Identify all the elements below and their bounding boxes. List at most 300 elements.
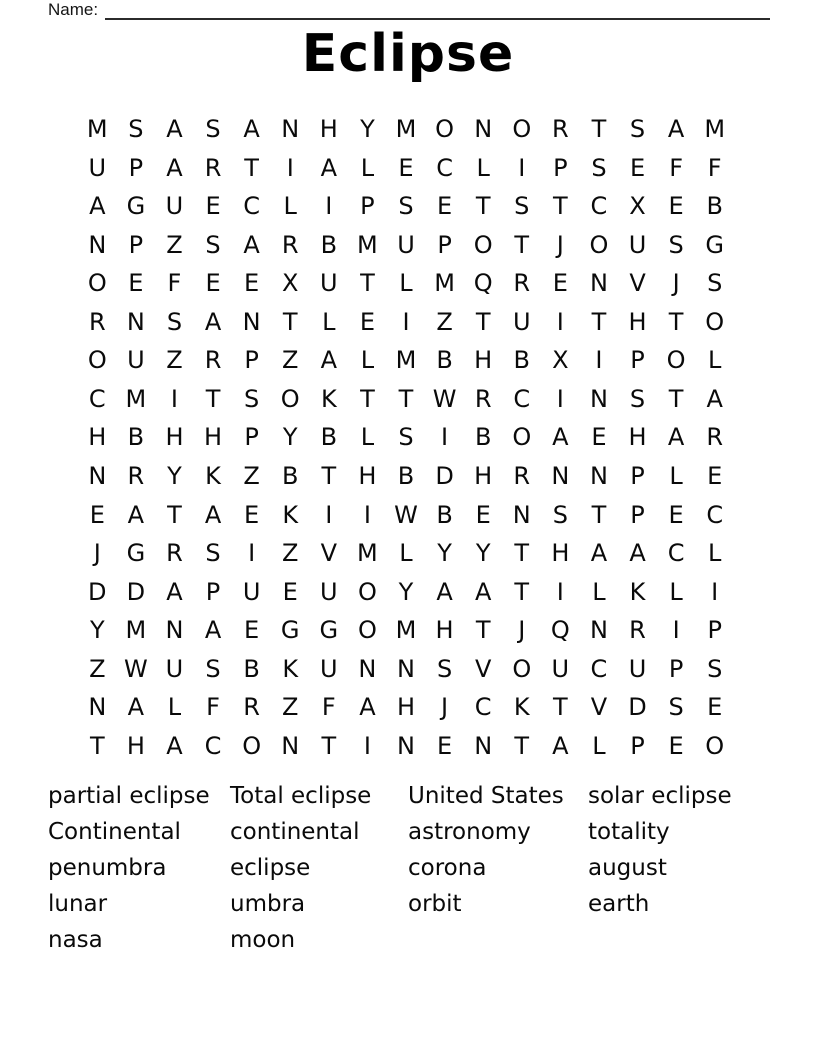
grid-cell: O xyxy=(357,577,377,606)
grid-cell: S xyxy=(629,384,646,413)
grid-cell: S xyxy=(552,500,568,529)
grid-cell: I xyxy=(363,500,371,529)
grid-cell: S xyxy=(398,192,414,221)
name-label: Name: xyxy=(48,0,99,19)
grid-cell: N xyxy=(358,654,377,683)
grid-cell: N xyxy=(126,307,145,336)
grid-cell: P xyxy=(244,423,259,452)
grid-cell: P xyxy=(630,346,645,375)
word-list-item: astronomy xyxy=(408,819,531,845)
grid-cell: R xyxy=(166,539,183,568)
grid-cell: N xyxy=(165,616,184,645)
grid-cell: G xyxy=(126,539,146,568)
grid-cell: H xyxy=(474,462,493,491)
grid-cell: P xyxy=(205,577,221,606)
grid-cell: T xyxy=(553,693,568,722)
word-list xyxy=(0,778,816,968)
grid-cell: Y xyxy=(89,616,105,645)
grid-cell: T xyxy=(514,230,530,259)
grid-cell: R xyxy=(204,153,222,182)
puzzle-title: Eclipse xyxy=(301,24,515,84)
grid-cell: E xyxy=(436,731,453,760)
grid-cell: O xyxy=(705,307,725,336)
grid-cell: B xyxy=(436,500,453,529)
grid-cell: N xyxy=(397,654,415,683)
grid-cell: E xyxy=(668,500,684,529)
grid-cell: E xyxy=(244,269,260,298)
word-list-item: Total eclipse xyxy=(230,783,372,809)
grid-cell: Q xyxy=(550,616,570,645)
word-list-item: earth xyxy=(588,891,650,917)
grid-cell: T xyxy=(360,384,375,413)
grid-cell: E xyxy=(244,500,260,529)
grid-cell: E xyxy=(282,577,298,606)
grid-cell: B xyxy=(706,192,723,221)
grid-cell: G xyxy=(705,230,724,259)
grid-cell: A xyxy=(166,153,183,182)
word-list-item: august xyxy=(588,855,667,881)
grid-cell: T xyxy=(321,731,337,760)
grid-cell: Z xyxy=(282,539,299,568)
grid-cell: T xyxy=(475,307,491,336)
grid-cell: T xyxy=(282,307,298,336)
grid-cell: N xyxy=(589,616,608,645)
grid-cell: L xyxy=(167,693,182,722)
grid-cell: E xyxy=(436,192,453,221)
grid-cell: P xyxy=(668,654,684,683)
grid-cell: L xyxy=(399,269,413,298)
grid-cell: B xyxy=(397,462,415,491)
grid-cell: T xyxy=(591,307,607,336)
grid-cell: T xyxy=(244,153,259,182)
grid-cell: N xyxy=(589,462,608,491)
grid-cell: C xyxy=(474,693,492,722)
grid-cell: E xyxy=(128,269,144,298)
grid-cell: U xyxy=(512,307,531,336)
grid-cell: I xyxy=(556,384,564,413)
word-list-item: solar eclipse xyxy=(588,783,732,809)
word-list-item: penumbra xyxy=(48,855,167,881)
grid-cell: L xyxy=(360,153,375,182)
grid-cell: N xyxy=(589,269,608,298)
grid-cell: P xyxy=(360,192,375,221)
grid-cell: I xyxy=(518,153,526,182)
grid-cell: S xyxy=(514,192,530,221)
grid-cell: L xyxy=(592,577,606,606)
grid-cell: E xyxy=(668,192,684,221)
grid-cell: O xyxy=(357,616,377,645)
grid-cell: T xyxy=(591,115,607,144)
grid-cell: N xyxy=(88,230,107,259)
grid-cell: R xyxy=(513,462,531,491)
grid-cell: T xyxy=(475,616,491,645)
grid-cell: B xyxy=(474,423,492,452)
grid-cell: I xyxy=(441,423,449,452)
grid-cell: Z xyxy=(282,346,299,375)
grid-cell: O xyxy=(87,269,107,298)
grid-cell: A xyxy=(127,693,145,722)
grid-cell: Z xyxy=(89,654,106,683)
grid-cell: P xyxy=(630,500,645,529)
grid-cell: T xyxy=(89,731,105,760)
grid-cell: S xyxy=(668,230,684,259)
grid-cell: A xyxy=(629,539,646,568)
grid-cell: J xyxy=(672,269,680,298)
grid-cell: F xyxy=(167,269,182,298)
grid-cell: T xyxy=(167,500,182,529)
grid-cell: T xyxy=(321,462,337,491)
grid-cell: R xyxy=(243,693,260,722)
grid-cell: C xyxy=(590,654,608,683)
grid-cell: I xyxy=(711,577,719,606)
grid-cell: C xyxy=(436,153,453,182)
grid-cell: H xyxy=(435,616,454,645)
grid-cell: S xyxy=(205,539,221,568)
grid-cell: S xyxy=(166,307,183,336)
grid-cell: B xyxy=(513,346,530,375)
grid-cell: R xyxy=(281,230,299,259)
grid-cell: N xyxy=(474,115,493,144)
word-list-item: umbra xyxy=(230,891,306,917)
grid-cell: A xyxy=(552,423,569,452)
word-list-column xyxy=(230,778,371,958)
grid-cell: M xyxy=(434,269,455,298)
grid-cell: R xyxy=(88,307,106,336)
word-list-item: moon xyxy=(230,927,296,953)
grid-cell: E xyxy=(668,731,684,760)
grid-cell: A xyxy=(552,731,569,760)
grid-cell: X xyxy=(552,346,569,375)
grid-cell: Z xyxy=(282,693,299,722)
grid-cell: A xyxy=(320,346,338,375)
grid-cell: A xyxy=(166,731,183,760)
grid-cell: Z xyxy=(166,346,183,375)
word-list-item: nasa xyxy=(48,927,103,953)
grid-cell: E xyxy=(398,153,414,182)
grid-cell: U xyxy=(320,654,338,683)
grid-cell: K xyxy=(205,462,221,491)
grid-cell: S xyxy=(205,115,221,144)
grid-cell: D xyxy=(435,462,454,491)
grid-cell: A xyxy=(166,577,183,606)
grid-cell: K xyxy=(513,693,530,722)
grid-cell: B xyxy=(127,423,145,452)
grid-cell: L xyxy=(708,346,722,375)
grid-cell: L xyxy=(322,307,336,336)
grid-cell: T xyxy=(475,192,491,221)
grid-cell: C xyxy=(513,384,531,413)
word-list-column xyxy=(408,778,564,922)
grid-cell: O xyxy=(512,654,532,683)
grid-cell: O xyxy=(473,230,493,259)
grid-cell: A xyxy=(359,693,376,722)
grid-cell: E xyxy=(629,153,646,182)
grid-cell: R xyxy=(513,269,531,298)
grid-cell: R xyxy=(552,115,569,144)
grid-cell: L xyxy=(283,192,297,221)
grid-cell: U xyxy=(628,230,647,259)
grid-cell: T xyxy=(668,307,684,336)
grid-cell: U xyxy=(320,269,338,298)
grid-cell: A xyxy=(204,616,222,645)
grid-cell: O xyxy=(512,423,532,452)
grid-cell: P xyxy=(707,616,722,645)
grid-cell: X xyxy=(282,269,299,298)
grid-cell: C xyxy=(243,192,261,221)
grid-cell: V xyxy=(590,693,608,722)
grid-cell: D xyxy=(628,693,647,722)
grid-cell: F xyxy=(669,153,684,182)
grid-cell: H xyxy=(551,539,570,568)
grid-cell: L xyxy=(360,346,375,375)
word-list-item: partial eclipse xyxy=(48,783,210,809)
grid-cell: N xyxy=(242,307,261,336)
grid-cell: A xyxy=(204,500,222,529)
word-list-item: Continental xyxy=(48,819,181,845)
grid-cell: T xyxy=(514,577,530,606)
grid-cell: U xyxy=(165,192,184,221)
grid-cell: K xyxy=(320,384,337,413)
grid-cell: S xyxy=(244,384,260,413)
grid-cell: R xyxy=(204,346,222,375)
grid-cell: J xyxy=(556,230,564,259)
grid-cell: I xyxy=(672,616,680,645)
grid-cell: O xyxy=(435,115,455,144)
grid-cell: C xyxy=(88,384,106,413)
grid-cell: S xyxy=(629,115,646,144)
grid-cell: J xyxy=(441,693,449,722)
grid-cell: A xyxy=(204,307,222,336)
grid-cell: G xyxy=(280,616,300,645)
grid-cell: C xyxy=(667,539,685,568)
grid-cell: T xyxy=(398,384,414,413)
grid-cell: D xyxy=(88,577,107,606)
word-list-item: orbit xyxy=(408,891,462,917)
grid-cell: U xyxy=(88,153,107,182)
grid-cell: E xyxy=(591,423,607,452)
grid-cell: R xyxy=(706,423,724,452)
grid-cell: N xyxy=(551,462,570,491)
grid-cell: I xyxy=(170,384,178,413)
grid-cell: X xyxy=(629,192,646,221)
grid-cell: M xyxy=(357,230,378,259)
grid-cell: S xyxy=(205,230,221,259)
grid-cell: T xyxy=(205,384,221,413)
word-search-grid xyxy=(78,110,734,765)
grid-cell: I xyxy=(556,307,564,336)
grid-cell: K xyxy=(629,577,646,606)
grid-cell: Y xyxy=(167,462,182,491)
grid-cell: B xyxy=(243,654,260,683)
grid-cell: E xyxy=(205,269,221,298)
word-list-item: United States xyxy=(408,783,564,809)
grid-cell: N xyxy=(281,115,300,144)
grid-cell: M xyxy=(395,616,417,645)
grid-cell: E xyxy=(707,693,723,722)
grid-cell: Y xyxy=(360,115,375,144)
grid-cell: Y xyxy=(475,539,491,568)
grid-cell: C xyxy=(706,500,724,529)
grid-cell: P xyxy=(553,153,568,182)
grid-cell: V xyxy=(320,539,338,568)
grid-cell: I xyxy=(402,307,410,336)
grid-cell: L xyxy=(399,539,413,568)
grid-cell: F xyxy=(321,693,336,722)
grid-cell: S xyxy=(205,654,221,683)
word-list-item: totality xyxy=(588,819,670,845)
name-field-row xyxy=(48,1,770,20)
grid-cell: T xyxy=(514,731,530,760)
grid-cell: I xyxy=(556,577,564,606)
grid-cell: M xyxy=(395,115,417,144)
grid-cell: N xyxy=(397,731,415,760)
grid-cell: H xyxy=(88,423,107,452)
grid-cell: N xyxy=(474,731,493,760)
grid-cell: T xyxy=(360,269,375,298)
grid-cell: H xyxy=(474,346,493,375)
grid-cell: L xyxy=(669,577,683,606)
grid-cell: H xyxy=(204,423,223,452)
grid-cell: S xyxy=(668,693,684,722)
grid-cell: N xyxy=(589,384,608,413)
grid-cell: P xyxy=(630,462,645,491)
word-list-column xyxy=(588,778,732,922)
grid-cell: I xyxy=(325,500,333,529)
grid-cell: B xyxy=(436,346,453,375)
word-list-item: corona xyxy=(408,855,487,881)
grid-cell: I xyxy=(286,153,294,182)
grid-cell: W xyxy=(432,384,457,413)
grid-cell: A xyxy=(89,192,106,221)
grid-cell: H xyxy=(358,462,377,491)
word-list-column xyxy=(48,778,210,958)
grid-cell: C xyxy=(204,731,222,760)
grid-cell: F xyxy=(206,693,220,722)
grid-cell: G xyxy=(126,192,146,221)
grid-cell: A xyxy=(474,577,492,606)
grid-cell: E xyxy=(205,192,221,221)
grid-cell: M xyxy=(125,616,147,645)
word-list-item: eclipse xyxy=(230,855,311,881)
grid-cell: A xyxy=(320,153,338,182)
grid-cell: A xyxy=(166,115,183,144)
grid-cell: L xyxy=(476,153,490,182)
grid-cell: P xyxy=(630,731,645,760)
grid-cell: L xyxy=(708,539,722,568)
grid-cell: O xyxy=(512,115,532,144)
grid-cell: D xyxy=(126,577,146,606)
grid-cell: S xyxy=(128,115,144,144)
grid-cell: I xyxy=(248,539,256,568)
grid-cell: W xyxy=(394,500,418,529)
grid-cell: C xyxy=(590,192,608,221)
grid-cell: G xyxy=(319,616,339,645)
grid-cell: N xyxy=(88,462,107,491)
grid-cell: Z xyxy=(243,462,260,491)
grid-cell: I xyxy=(325,192,333,221)
grid-cell: E xyxy=(707,462,723,491)
grid-cell: Y xyxy=(398,577,414,606)
grid-cell: Q xyxy=(473,269,493,298)
grid-cell: I xyxy=(595,346,603,375)
grid-cell: U xyxy=(628,654,647,683)
grid-cell: O xyxy=(666,346,686,375)
grid-cell: M xyxy=(357,539,378,568)
grid-cell: R xyxy=(629,616,646,645)
grid-cell: E xyxy=(552,269,568,298)
grid-cell: P xyxy=(128,153,144,182)
grid-cell: T xyxy=(553,192,568,221)
grid-cell: U xyxy=(397,230,415,259)
grid-cell: V xyxy=(474,654,492,683)
grid-cell: H xyxy=(628,307,647,336)
grid-cell: U xyxy=(242,577,261,606)
grid-cell: U xyxy=(165,654,184,683)
grid-cell: E xyxy=(475,500,491,529)
grid-cell: L xyxy=(669,462,683,491)
grid-cell: B xyxy=(281,462,299,491)
grid-cell: B xyxy=(320,423,338,452)
grid-cell: R xyxy=(127,462,145,491)
grid-cell: O xyxy=(242,731,262,760)
grid-cell: R xyxy=(474,384,492,413)
grid-cell: E xyxy=(359,307,375,336)
grid-cell: M xyxy=(86,115,108,144)
grid-cell: S xyxy=(707,269,723,298)
grid-cell: P xyxy=(437,230,452,259)
grid-cell: P xyxy=(244,346,259,375)
grid-cell: U xyxy=(127,346,145,375)
grid-cell: A xyxy=(667,115,685,144)
grid-cell: A xyxy=(706,384,723,413)
grid-cell: O xyxy=(589,230,609,259)
grid-cell: W xyxy=(124,654,148,683)
grid-cell: O xyxy=(87,346,107,375)
grid-cell: J xyxy=(518,616,526,645)
grid-cell: T xyxy=(591,500,607,529)
grid-cell: V xyxy=(629,269,646,298)
grid-cell: H xyxy=(319,115,338,144)
grid-cell: O xyxy=(705,731,725,760)
grid-cell: S xyxy=(591,153,607,182)
grid-cell: A xyxy=(436,577,453,606)
grid-cell: Y xyxy=(437,539,452,568)
grid-cell: S xyxy=(707,654,723,683)
grid-cell: Z xyxy=(166,230,183,259)
grid-cell: K xyxy=(282,654,299,683)
grid-cell: M xyxy=(125,384,147,413)
grid-cell: A xyxy=(590,539,608,568)
grid-cell: P xyxy=(128,230,144,259)
grid-cell: A xyxy=(667,423,685,452)
grid-cell: N xyxy=(281,731,300,760)
grid-cell: S xyxy=(398,423,414,452)
grid-cell: A xyxy=(243,115,260,144)
grid-cell: M xyxy=(704,115,726,144)
grid-cell: U xyxy=(320,577,338,606)
grid-cell: H xyxy=(126,731,145,760)
grid-cell: E xyxy=(244,616,260,645)
grid-cell: N xyxy=(88,693,107,722)
grid-cell: A xyxy=(127,500,145,529)
name-blank-line xyxy=(105,5,770,20)
grid-cell: L xyxy=(592,731,606,760)
grid-cell: Z xyxy=(436,307,453,336)
word-list-item: continental xyxy=(230,819,360,845)
grid-cell: O xyxy=(280,384,300,413)
grid-cell: H xyxy=(396,693,416,722)
grid-cell: J xyxy=(93,539,101,568)
